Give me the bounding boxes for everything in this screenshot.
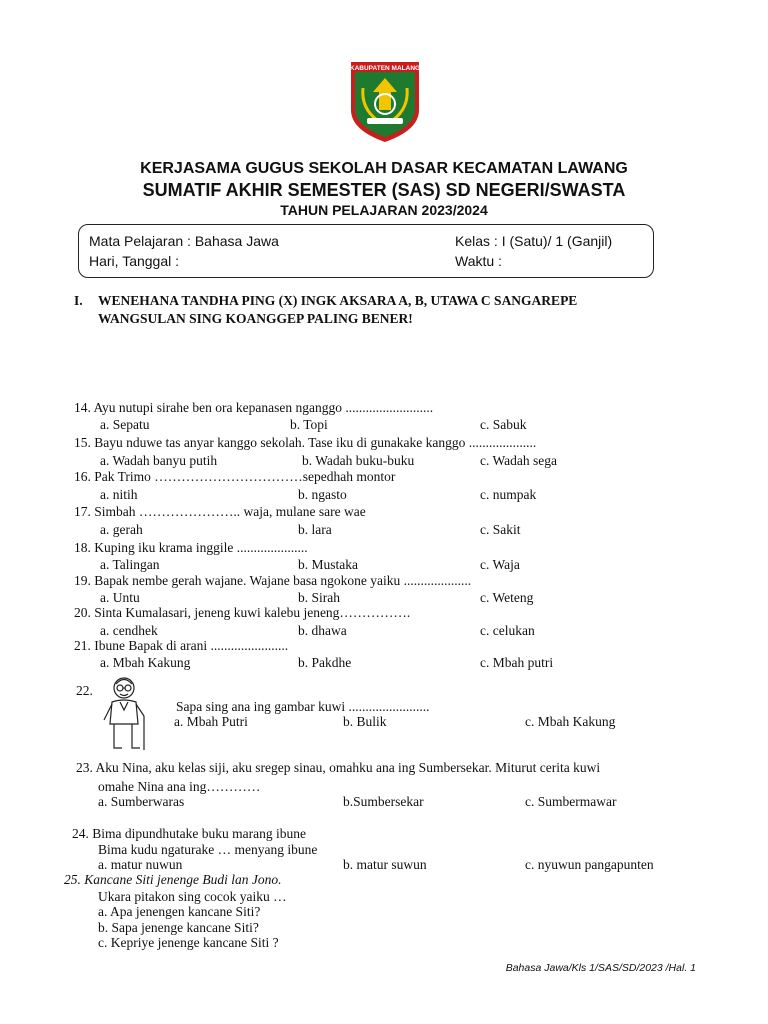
q25-option-c: c. Kepriye jenenge kancane Siti ? [98, 935, 279, 950]
q21-option-b: b. Pakdhe [298, 655, 352, 670]
q20-option-a: a. cendhek [100, 623, 158, 638]
q17-option-c: c. Sakit [480, 522, 521, 537]
q18-option-b: b. Mustaka [298, 557, 358, 572]
info-class: Kelas : I (Satu)/ 1 (Ganjil) [455, 233, 613, 249]
q21-option-a: a. Mbah Kakung [100, 655, 191, 670]
q25-option-a: a. Apa jenengen kancane Siti? [98, 904, 261, 919]
q19-option-c: c. Weteng [480, 590, 534, 605]
q20-option-c: c. celukan [480, 623, 535, 638]
q23-option-b: b.Sumbersekar [343, 794, 424, 809]
question-16: 16. Pak Trimo ……………………………sepedhah montor [74, 469, 396, 484]
q14-option-c: c. Sabuk [480, 417, 527, 432]
question-24-line-2: Bima kudu ngaturake … menyang ibune [98, 842, 318, 857]
q14-option-b: b. Topi [290, 417, 328, 432]
q19-option-a: a. Untu [100, 590, 140, 605]
q24-option-b: b. matur suwun [343, 857, 427, 872]
question-24-line-1: 24. Bima dipundhutake buku marang ibune [72, 826, 306, 841]
q16-option-b: b. ngasto [298, 487, 347, 502]
q19-option-b: b. Sirah [298, 590, 340, 605]
svg-text:​: ​ [98, 737, 104, 739]
section-instruction-1: WENEHANA TANDHA PING (X) INGK AKSARA A, B, UTAWA C SANGAREPE [98, 293, 578, 308]
section-number: I. [74, 293, 83, 308]
q24-option-c: c. nyuwun pangapunten [525, 857, 654, 872]
kabupaten-malang-logo [347, 58, 423, 144]
q18-option-a: a. Talingan [100, 557, 160, 572]
page-footer: Bahasa Jawa/Kls 1/SAS/SD/2023 /Hal. 1 [505, 962, 696, 974]
question-17: 17. Simbah ………………….. waja, mulane sare wae [74, 504, 366, 519]
q15-option-c: c. Wadah sega [480, 453, 558, 468]
grandfather-illustration [98, 672, 156, 754]
question-18: 18. Kuping iku krama inggile ..................... [74, 540, 308, 555]
q16-option-a: a. nitih [100, 487, 138, 502]
q17-option-b: b. lara [298, 522, 332, 537]
question-19: 19. Bapak nembe gerah wajane. Wajane basa ngokone yaiku .................... [74, 573, 472, 588]
q17-option-a: a. gerah [100, 522, 143, 537]
q23-option-c: c. Sumbermawar [525, 794, 617, 809]
info-time: Waktu : [455, 253, 502, 269]
q25-option-b: b. Sapa jenenge kancane Siti? [98, 920, 259, 935]
q18-option-c: c. Waja [480, 557, 520, 572]
question-21: 21. Ibune Bapak di arani ....................... [74, 638, 289, 653]
question-22-text: Sapa sing ana ing gambar kuwi ........................ [176, 699, 430, 714]
section-instruction-2: WANGSULAN SING KOANGGEP PALING BENER! [98, 311, 413, 326]
q15-option-b: b. Wadah buku-buku [302, 453, 415, 468]
question-15: 15. Bayu nduwe tas anyar kanggo sekolah. Tase iku di gunakake kanggo .................... [74, 435, 537, 450]
question-25-line-2: Ukara pitakon sing cocok yaiku … [98, 889, 287, 904]
question-23-line-2: omahe Nina ana ing………… [98, 779, 261, 794]
header-year: TAHUN PELAJARAN 2023/2024 [280, 202, 488, 218]
q16-option-c: c. numpak [480, 487, 537, 502]
q20-option-b: b. dhawa [298, 623, 347, 638]
question-25-line-1: 25. Kancane Siti jenenge Budi lan Jono. [64, 872, 282, 887]
q15-option-a: a. Wadah banyu putih [100, 453, 218, 468]
q22-option-c: c. Mbah Kakung [525, 714, 616, 729]
header-line-1: KERJASAMA GUGUS SEKOLAH DASAR KECAMATAN LAWANG [140, 160, 628, 177]
q24-option-a: a. matur nuwun [98, 857, 183, 872]
q22-option-a: a. Mbah Putri [174, 714, 248, 729]
q21-option-c: c. Mbah putri [480, 655, 554, 670]
question-22-number: 22. [76, 683, 93, 698]
q22-option-b: b. Bulik [343, 714, 387, 729]
question-14: 14. Ayu nutupi sirahe ben ora kepanasen nganggo .......................... [74, 400, 434, 415]
question-20: 20. Sinta Kumalasari, jeneng kuwi kalebu jeneng……………. [74, 605, 411, 620]
logo-banner-text: KABUPATEN MALANG [349, 65, 421, 72]
q23-option-a: a. Sumberwaras [98, 794, 185, 809]
info-date: Hari, Tanggal : [89, 253, 180, 269]
question-23-line-1: 23. Aku Nina, aku kelas siji, aku sregep sinau, omahku ana ing Sumbersekar. Miturut cerita kuwi [76, 760, 601, 775]
info-subject: Mata Pelajaran : Bahasa Jawa [89, 233, 279, 249]
header-title: SUMATIF AKHIR SEMESTER (SAS) SD NEGERI/SWASTA [142, 180, 626, 200]
info-box [78, 224, 654, 278]
q14-option-a: a. Sepatu [100, 417, 150, 432]
